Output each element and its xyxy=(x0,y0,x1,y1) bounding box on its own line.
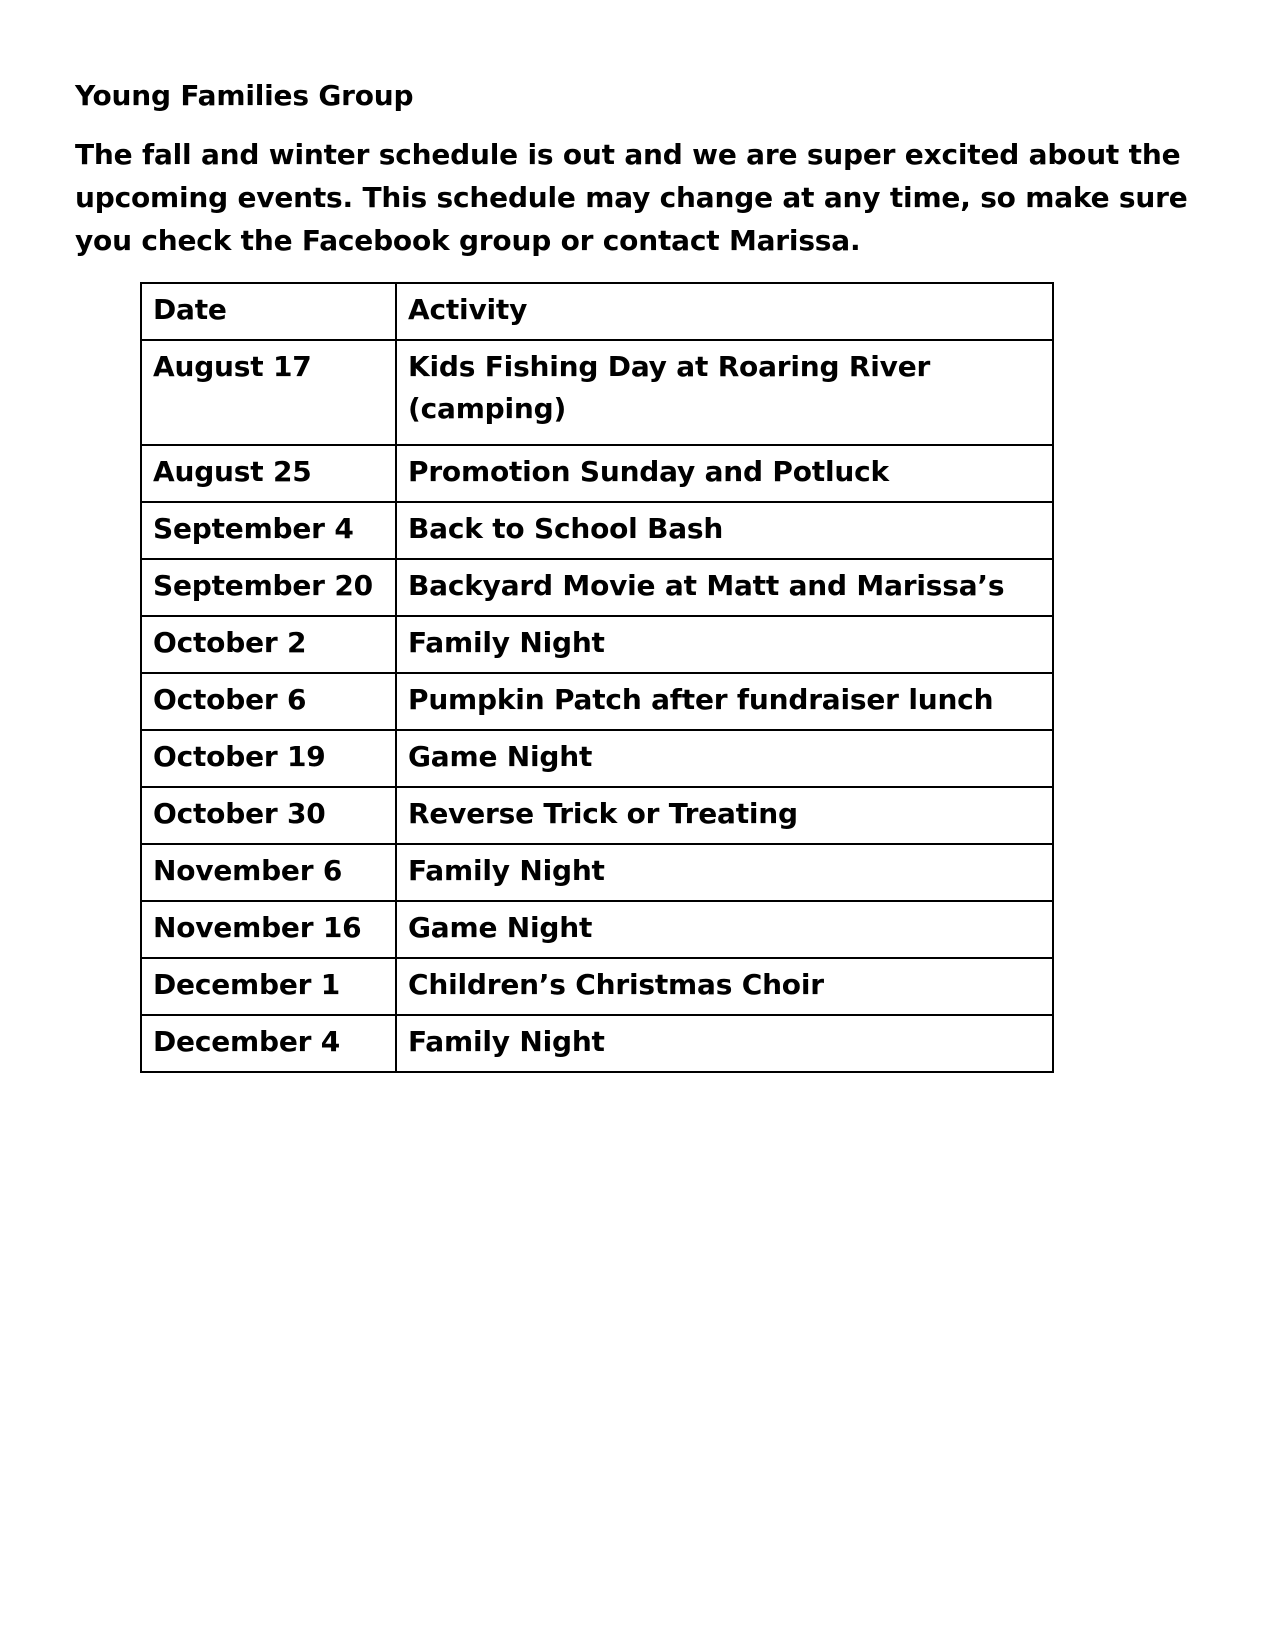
date-cell: September 20 xyxy=(141,559,396,616)
intro-line: The fall and winter schedule is out and we are super excited about the xyxy=(75,138,1181,171)
activity-cell: Pumpkin Patch after fundraiser lunch xyxy=(396,673,1053,730)
table-row xyxy=(141,901,1053,958)
activity-cell: Back to School Bash xyxy=(396,502,1053,559)
date-cell: October 6 xyxy=(141,673,396,730)
column-header-date: Date xyxy=(141,283,396,340)
column-header-activity: Activity xyxy=(396,283,1053,340)
activity-cell: Game Night xyxy=(396,730,1053,787)
date-cell: August 17 xyxy=(141,340,396,445)
activity-cell: Family Night xyxy=(396,844,1053,901)
table-row xyxy=(141,445,1053,502)
date-cell: November 6 xyxy=(141,844,396,901)
table-row xyxy=(141,844,1053,901)
date-cell: October 30 xyxy=(141,787,396,844)
page-title: Young Families Group xyxy=(75,79,414,112)
schedule-table xyxy=(140,282,1054,1073)
table-row xyxy=(141,730,1053,787)
date-cell: December 4 xyxy=(141,1015,396,1072)
activity-cell: Backyard Movie at Matt and Marissa’s xyxy=(396,559,1053,616)
table-row xyxy=(141,340,1053,445)
table-header-row xyxy=(141,283,1053,340)
activity-cell: Game Night xyxy=(396,901,1053,958)
activity-cell: Family Night xyxy=(396,1015,1053,1072)
intro-line: upcoming events. This schedule may change at any time, so make sure xyxy=(75,181,1188,214)
activity-cell: Children’s Christmas Choir xyxy=(396,958,1053,1015)
activity-cell: Promotion Sunday and Potluck xyxy=(396,445,1053,502)
table-row xyxy=(141,616,1053,673)
date-cell: October 2 xyxy=(141,616,396,673)
date-cell: August 25 xyxy=(141,445,396,502)
activity-cell: Family Night xyxy=(396,616,1053,673)
table-row xyxy=(141,958,1053,1015)
table-row xyxy=(141,559,1053,616)
activity-cell: Reverse Trick or Treating xyxy=(396,787,1053,844)
activity-cell: Kids Fishing Day at Roaring River (camping) xyxy=(396,340,1053,445)
table-row xyxy=(141,502,1053,559)
table-row xyxy=(141,673,1053,730)
table-row xyxy=(141,787,1053,844)
intro-line: you check the Facebook group or contact Marissa. xyxy=(75,224,861,257)
date-cell: December 1 xyxy=(141,958,396,1015)
intro-paragraph xyxy=(75,133,1195,262)
date-cell: November 16 xyxy=(141,901,396,958)
date-cell: September 4 xyxy=(141,502,396,559)
date-cell: October 19 xyxy=(141,730,396,787)
table-row xyxy=(141,1015,1053,1072)
